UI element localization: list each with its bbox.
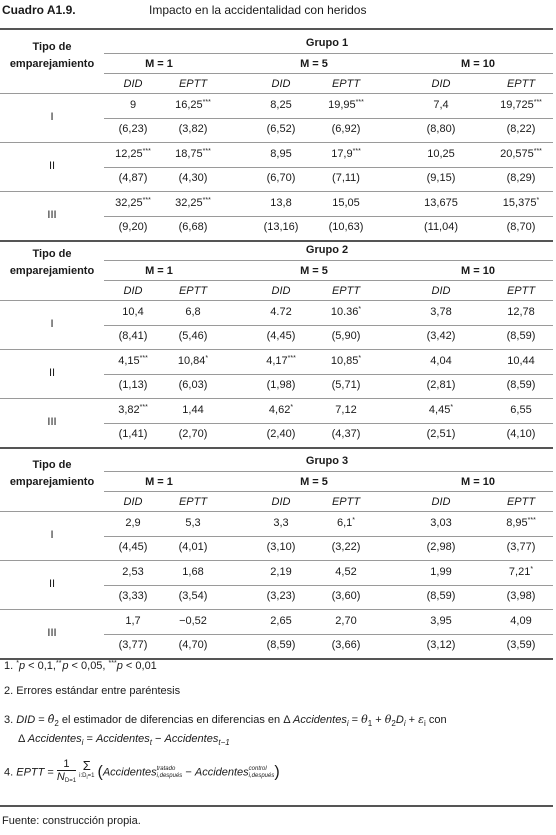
estimate-cell: 4,45* — [428, 404, 454, 416]
col-label-eptt: EPTT — [331, 285, 361, 297]
source-note: Fuente: construcción propia. — [2, 815, 141, 827]
standard-error-cell: (8,80) — [426, 123, 456, 135]
estimate-cell: 32,25*** — [175, 197, 211, 209]
m-label: M = 10 — [461, 476, 495, 488]
estimate-cell: 2,53 — [122, 566, 144, 578]
col-label-eptt: EPTT — [506, 285, 536, 297]
col-label-did: DID — [123, 285, 143, 297]
top-rule — [0, 28, 553, 30]
estimate-cell: 13,8 — [270, 197, 292, 209]
estimate-cell: 12,25*** — [115, 148, 151, 160]
estimate-cell: 1,44 — [182, 404, 204, 416]
header-rule — [0, 511, 553, 512]
row-label: III — [47, 416, 57, 428]
estimate-cell: 7,21* — [508, 566, 534, 578]
standard-error-cell: (3,42) — [426, 330, 456, 342]
col-label-eptt: EPTT — [178, 496, 208, 508]
standard-error-cell: (13,16) — [263, 221, 299, 233]
row-label: III — [47, 209, 57, 221]
standard-error-cell: (3,77) — [118, 639, 148, 651]
standard-error-cell: (3,82) — [178, 123, 208, 135]
standard-error-cell: (1,41) — [118, 428, 148, 440]
standard-error-cell: (8,70) — [506, 221, 536, 233]
estimate-cell: 3,82*** — [118, 404, 148, 416]
col-label-eptt: EPTT — [178, 285, 208, 297]
col-label-eptt: EPTT — [178, 78, 208, 90]
m-label: M = 1 — [145, 58, 173, 70]
estimate-cell: 32,25*** — [115, 197, 151, 209]
estimate-cell: 2,9 — [125, 517, 141, 529]
estimate-cell: 10,84* — [177, 355, 209, 367]
group-title: Grupo 1 — [305, 37, 349, 49]
note-significance: 1. *p < 0,1,** p < 0,05, ***p < 0,01 — [4, 660, 157, 672]
estimate-cell: 4,17*** — [266, 355, 296, 367]
standard-error-cell: (7,11) — [332, 172, 360, 184]
estimate-cell: 7,4 — [433, 99, 449, 111]
m-label: M = 5 — [300, 265, 328, 277]
group-rule — [104, 471, 553, 472]
standard-error-cell: (3,60) — [331, 590, 361, 602]
col-label-eptt: EPTT — [331, 78, 361, 90]
row-label: I — [50, 111, 54, 123]
row-inner-rule — [104, 118, 553, 119]
group-title: Grupo 2 — [305, 244, 349, 256]
estimate-cell: 10,4 — [122, 306, 144, 318]
standard-error-cell: (2,81) — [426, 379, 456, 391]
note-standard-errors: 2. Errores estándar entre paréntesis — [4, 685, 181, 697]
standard-error-cell: (8,59) — [506, 330, 536, 342]
standard-error-cell: (3,66) — [331, 639, 361, 651]
estimate-cell: −0,52 — [179, 615, 207, 627]
m-label: M = 5 — [300, 58, 328, 70]
col-label-did: DID — [431, 496, 451, 508]
standard-error-cell: (1,13) — [118, 379, 148, 391]
estimate-cell: 2,65 — [270, 615, 292, 627]
group-rule — [104, 260, 553, 261]
estimate-cell: 10,85* — [330, 355, 362, 367]
standard-error-cell: (6,03) — [178, 379, 208, 391]
col-label-did: DID — [123, 496, 143, 508]
estimate-cell: 4.72 — [270, 306, 292, 318]
estimate-cell: 6,8 — [185, 306, 201, 318]
estimate-cell: 4,04 — [430, 355, 452, 367]
estimate-cell: 3,95 — [430, 615, 452, 627]
estimate-cell: 8,95*** — [506, 517, 536, 529]
estimate-cell: 10,25 — [427, 148, 455, 160]
standard-error-cell: (3,33) — [118, 590, 148, 602]
standard-error-cell: (3,98) — [506, 590, 536, 602]
row-inner-rule — [104, 423, 553, 424]
standard-error-cell: (4,87) — [118, 172, 148, 184]
estimate-cell: 16,25*** — [175, 99, 211, 111]
col-label-eptt: EPTT — [506, 78, 536, 90]
standard-error-cell: (5,90) — [331, 330, 361, 342]
col-label-eptt: EPTT — [506, 496, 536, 508]
row-label: II — [48, 367, 56, 379]
standard-error-cell: (6,70) — [266, 172, 296, 184]
estimate-cell: 2,19 — [270, 566, 292, 578]
standard-error-cell: (6,23) — [118, 123, 148, 135]
row-rule — [0, 142, 553, 143]
standard-error-cell: (4,30) — [178, 172, 208, 184]
header-rule — [0, 93, 553, 94]
row-inner-rule — [104, 325, 553, 326]
estimate-cell: 17,9*** — [331, 148, 361, 160]
note-eptt-definition: 4. EPTT = $\frac{1}{ND=1}$ Σ $i:D_i=1$ (Accidentes tratado i,después − Accidentes control i,después ) — [4, 758, 280, 784]
standard-error-cell: (3,10) — [266, 541, 296, 553]
col-label-eptt: EPTT — [331, 496, 361, 508]
row-label: II — [48, 160, 56, 172]
table-code: Cuadro A1.9. — [2, 3, 76, 17]
estimate-cell: 9 — [129, 99, 137, 111]
m-rule — [104, 73, 553, 74]
standard-error-cell: (3,12) — [426, 639, 456, 651]
col-label-did: DID — [123, 78, 143, 90]
standard-error-cell: (4,10) — [506, 428, 536, 440]
standard-error-cell: (6,92) — [331, 123, 361, 135]
standard-error-cell: (4,45) — [266, 330, 296, 342]
stub-header: Tipo de emparejamiento — [9, 41, 95, 70]
estimate-cell: 6,55 — [510, 404, 532, 416]
standard-error-cell: (8,59) — [266, 639, 296, 651]
standard-error-cell: (4,70) — [178, 639, 208, 651]
standard-error-cell: (6,68) — [178, 221, 208, 233]
table-heading — [2, 3, 367, 17]
estimate-cell: 19,725*** — [500, 99, 542, 111]
estimate-cell: 1,99 — [430, 566, 452, 578]
standard-error-cell: (4,45) — [118, 541, 148, 553]
stub-header: Tipo de emparejamiento — [9, 248, 95, 277]
standard-error-cell: (6,52) — [266, 123, 296, 135]
row-inner-rule — [104, 374, 553, 375]
standard-error-cell: (3,23) — [266, 590, 296, 602]
row-rule — [0, 560, 553, 561]
col-label-did: DID — [431, 78, 451, 90]
standard-error-cell: (8,22) — [506, 123, 536, 135]
group-bottom-rule — [0, 447, 553, 449]
estimate-cell: 3,3 — [273, 517, 289, 529]
estimate-cell: 15,375* — [502, 197, 540, 209]
group-bottom-rule — [0, 240, 553, 242]
estimate-cell: 3,78 — [430, 306, 452, 318]
estimate-cell: 4,09 — [510, 615, 532, 627]
estimate-cell: 4,62* — [268, 404, 294, 416]
estimate-cell: 4,52 — [335, 566, 357, 578]
m-label: M = 1 — [145, 265, 173, 277]
bottom-rule — [0, 805, 553, 807]
m-rule — [104, 280, 553, 281]
estimate-cell: 13,675 — [424, 197, 458, 209]
m-label: M = 1 — [145, 476, 173, 488]
estimate-cell: 1,68 — [182, 566, 204, 578]
m-label: M = 5 — [300, 476, 328, 488]
estimate-cell: 1,7 — [125, 615, 141, 627]
row-inner-rule — [104, 634, 553, 635]
row-label: II — [48, 578, 56, 590]
stub-header: Tipo de emparejamiento — [9, 459, 95, 488]
standard-error-cell: (8,59) — [506, 379, 536, 391]
standard-error-cell: (2,98) — [426, 541, 456, 553]
estimate-cell: 20,575*** — [500, 148, 542, 160]
standard-error-cell: (8,29) — [506, 172, 536, 184]
estimate-cell: 12,78 — [507, 306, 535, 318]
estimate-cell: 3,03 — [430, 517, 452, 529]
table-title: Impacto en la accidentalidad con heridos — [149, 3, 367, 17]
col-label-did: DID — [271, 496, 291, 508]
m-label: M = 10 — [461, 58, 495, 70]
estimate-cell: 19,95*** — [328, 99, 364, 111]
estimate-cell: 2,70 — [335, 615, 357, 627]
standard-error-cell: (9,20) — [118, 221, 148, 233]
estimate-cell: 8,95 — [270, 148, 292, 160]
note-did-definition: 3. DID = $\thetâ_2$ el estimador de diferencias en diferencias en Δ Accidentes$_i$ = $\theta_1 + \theta_2D_i + \varepsilon_i$ con — [4, 713, 447, 728]
standard-error-cell: (3,22) — [331, 541, 361, 553]
estimate-cell: 10,44 — [507, 355, 535, 367]
standard-error-cell: (2,51) — [426, 428, 456, 440]
standard-error-cell: (3,77) — [506, 541, 536, 553]
estimate-cell: 7,12 — [335, 404, 357, 416]
standard-error-cell: (3,59) — [506, 639, 536, 651]
group-title: Grupo 3 — [305, 455, 349, 467]
estimate-cell: 4,15*** — [118, 355, 148, 367]
row-inner-rule — [104, 585, 553, 586]
col-label-did: DID — [271, 285, 291, 297]
row-inner-rule — [104, 536, 553, 537]
standard-error-cell: (1,98) — [266, 379, 296, 391]
row-rule — [0, 609, 553, 610]
standard-error-cell: (10,63) — [328, 221, 364, 233]
row-rule — [0, 349, 553, 350]
estimate-cell: 10.36* — [330, 306, 362, 318]
estimate-cell: 5,3 — [185, 517, 201, 529]
standard-error-cell: (2,70) — [178, 428, 208, 440]
row-rule — [0, 191, 553, 192]
header-rule — [0, 300, 553, 301]
row-label: I — [50, 318, 54, 330]
estimate-cell: 8,25 — [270, 99, 292, 111]
estimate-cell: 6,1* — [336, 517, 356, 529]
standard-error-cell: (2,40) — [266, 428, 296, 440]
estimate-cell: 18,75*** — [175, 148, 211, 160]
col-label-did: DID — [431, 285, 451, 297]
standard-error-cell: (4,01) — [178, 541, 208, 553]
standard-error-cell: (4,37) — [331, 428, 361, 440]
row-label: III — [47, 627, 57, 639]
row-inner-rule — [104, 216, 553, 217]
standard-error-cell: (11,04) — [423, 221, 459, 233]
m-rule — [104, 491, 553, 492]
standard-error-cell: (8,59) — [426, 590, 456, 602]
standard-error-cell: (5,71) — [331, 379, 361, 391]
row-inner-rule — [104, 167, 553, 168]
standard-error-cell: (3,54) — [178, 590, 208, 602]
standard-error-cell: (9,15) — [426, 172, 456, 184]
standard-error-cell: (8,41) — [118, 330, 148, 342]
m-label: M = 10 — [461, 265, 495, 277]
standard-error-cell: (5,46) — [178, 330, 208, 342]
estimate-cell: 15,05 — [332, 197, 360, 209]
note-did-difference: Δ Accidentes$_i$ = Accidentes$_t$ − Accidentes$_{t-1}$ — [18, 733, 230, 747]
group-rule — [104, 53, 553, 54]
row-rule — [0, 398, 553, 399]
col-label-did: DID — [271, 78, 291, 90]
row-label: I — [50, 529, 54, 541]
